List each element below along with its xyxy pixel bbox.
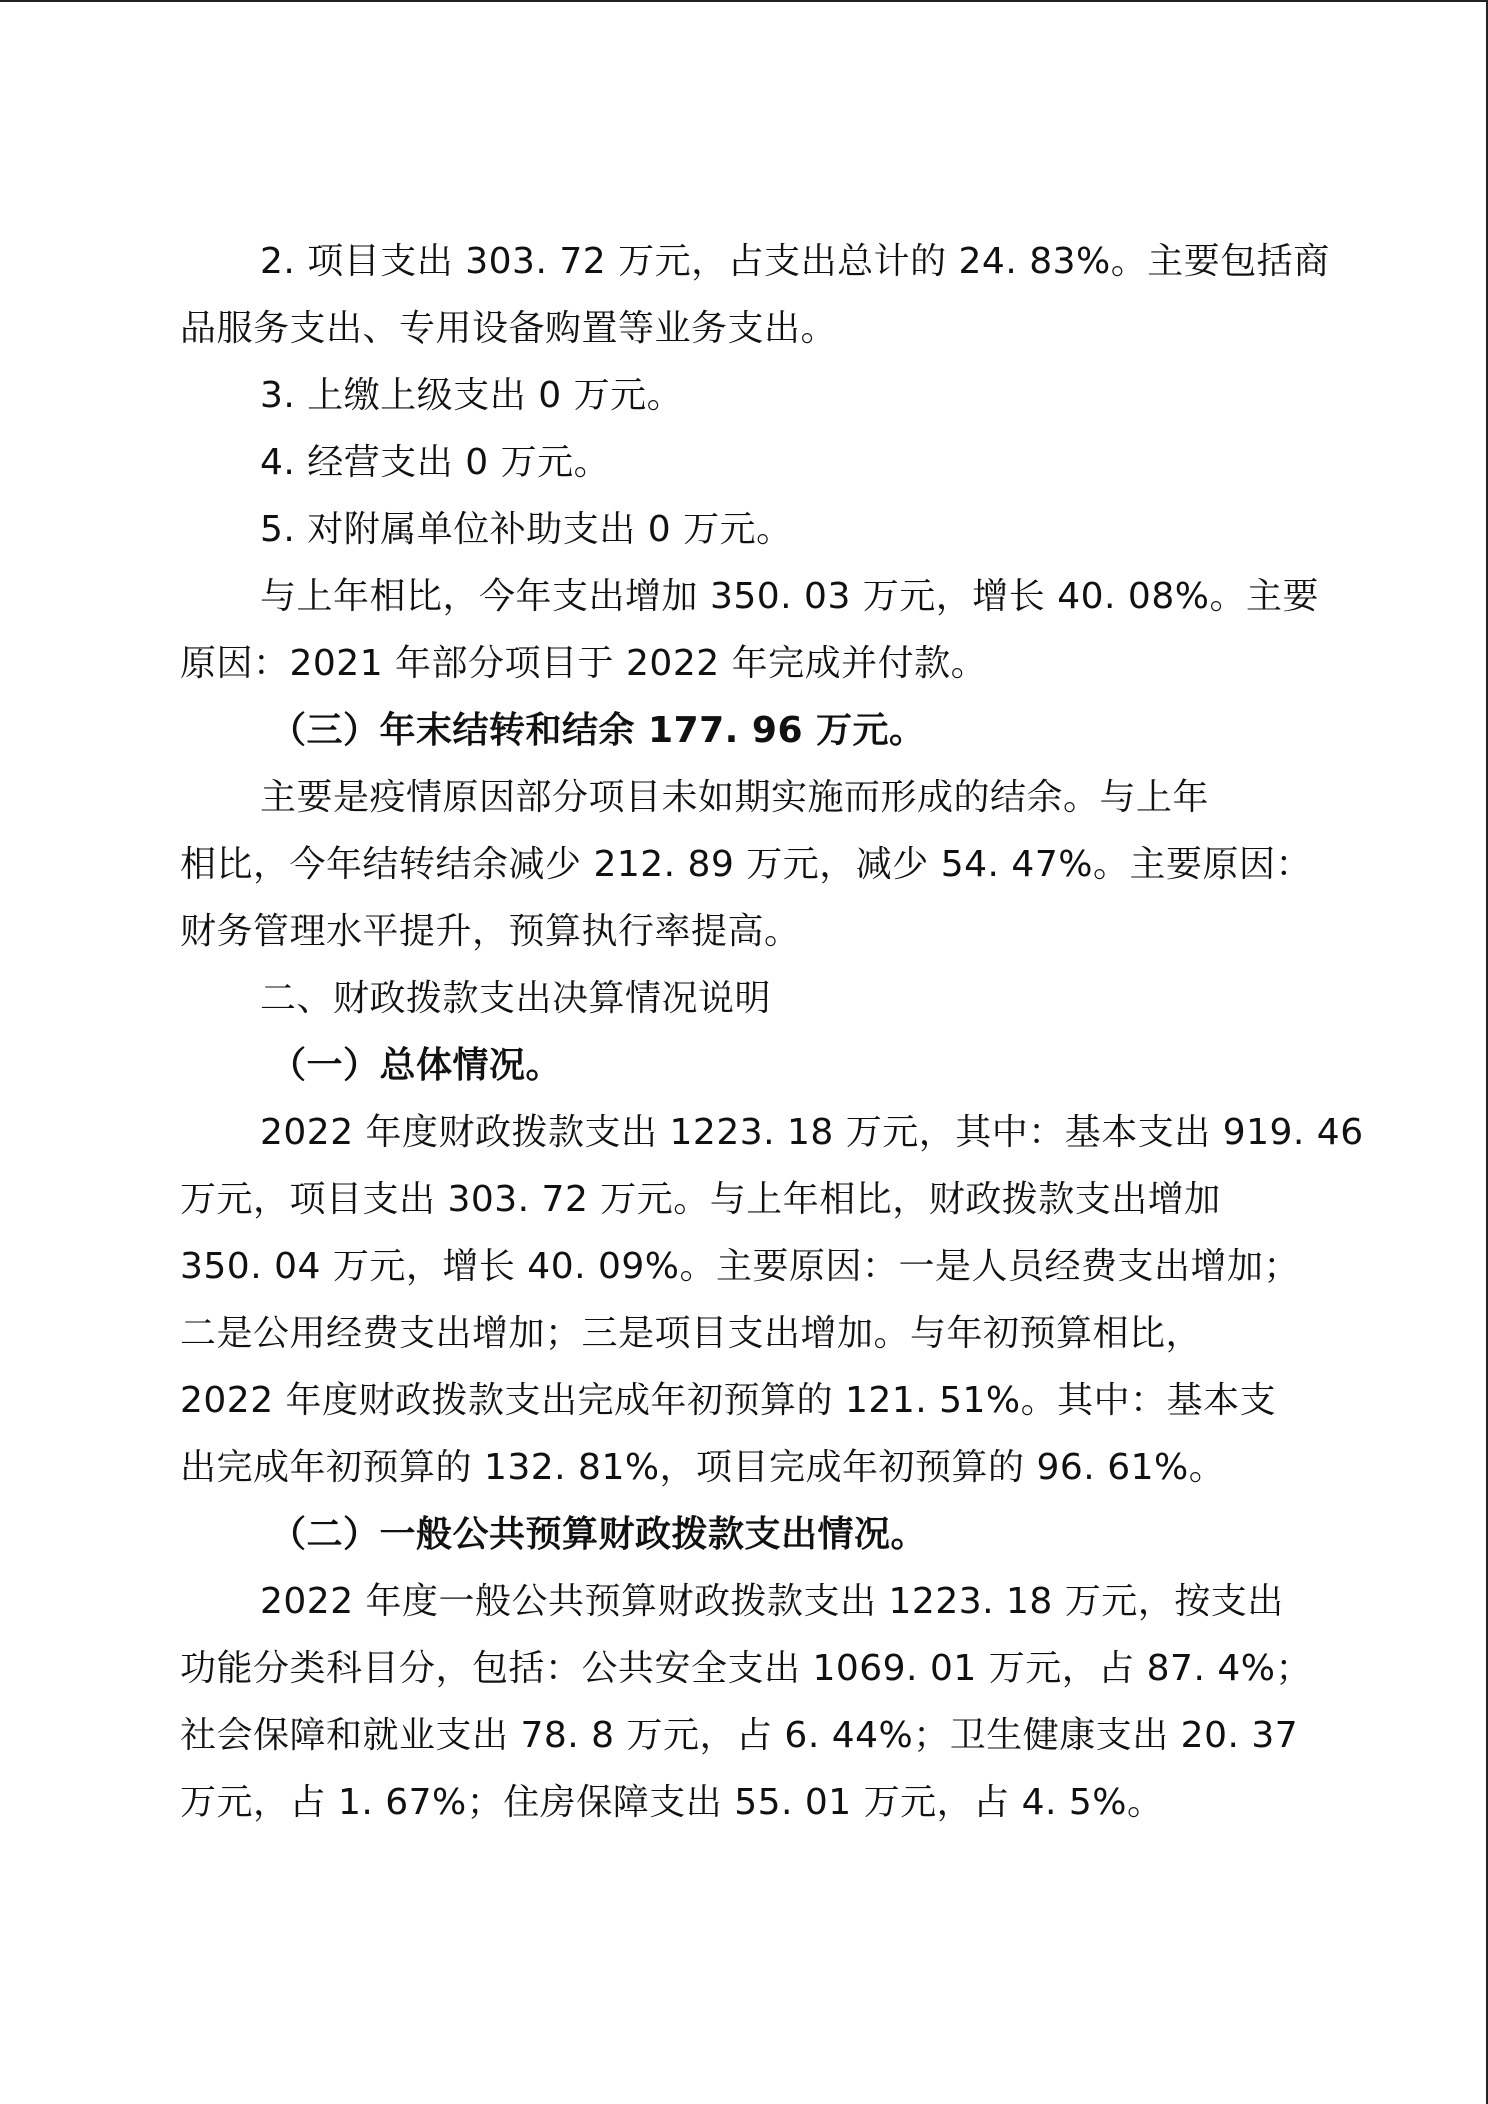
section-title: 二、财政拨款支出决算情况说明 — [260, 978, 772, 1019]
section-heading: （一）总体情况。 — [270, 1045, 563, 1086]
page-top-border — [0, 0, 1488, 2]
paragraph-line: 2. 项目支出 303. 72 万元，占支出总计的 24. 83%。主要包括商 — [260, 241, 1330, 282]
paragraph-line: 二是公用经费支出增加；三是项目支出增加。与年初预算相比， — [180, 1313, 1203, 1354]
section-heading: （二）一般公共预算财政拨款支出情况。 — [270, 1514, 928, 1555]
paragraph-line: 品服务支出、专用设备购置等业务支出。 — [180, 308, 838, 349]
paragraph-line: 社会保障和就业支出 78. 8 万元，占 6. 44%；卫生健康支出 20. 37 — [180, 1715, 1299, 1756]
paragraph-line: 主要是疫情原因部分项目未如期实施而形成的结余。与上年 — [260, 777, 1210, 818]
paragraph-line: 4. 经营支出 0 万元。 — [260, 442, 611, 483]
paragraph-line: 原因：2021 年部分项目于 2022 年完成并付款。 — [180, 643, 988, 684]
paragraph-line: 财务管理水平提升，预算执行率提高。 — [180, 911, 801, 952]
document-body — [180, 228, 1364, 1836]
paragraph-line: 万元，占 1. 67%；住房保障支出 55. 01 万元，占 4. 5%。 — [180, 1782, 1164, 1823]
paragraph-line: 出完成年初预算的 132. 81%，项目完成年初预算的 96. 61%。 — [180, 1447, 1226, 1488]
paragraph-line: 3. 上缴上级支出 0 万元。 — [260, 375, 684, 416]
paragraph-line: 2022 年度财政拨款支出完成年初预算的 121. 51%。其中：基本支 — [180, 1380, 1277, 1421]
paragraph-line: 5. 对附属单位补助支出 0 万元。 — [260, 509, 793, 550]
paragraph-line: 相比，今年结转结余减少 212. 89 万元，减少 54. 47%。主要原因： — [180, 844, 1312, 885]
paragraph-line: 与上年相比，今年支出增加 350. 03 万元，增长 40. 08%。主要 — [260, 576, 1319, 617]
section-heading: （三）年末结转和结余 177. 96 万元。 — [270, 710, 926, 751]
paragraph-line: 功能分类科目分，包括：公共安全支出 1069. 01 万元，占 87. 4%； — [180, 1648, 1312, 1689]
paragraph-line: 2022 年度财政拨款支出 1223. 18 万元，其中：基本支出 919. 46 — [260, 1112, 1364, 1153]
paragraph-line: 万元，项目支出 303. 72 万元。与上年相比，财政拨款支出增加 — [180, 1179, 1221, 1220]
paragraph-line: 2022 年度一般公共预算财政拨款支出 1223. 18 万元，按支出 — [260, 1581, 1284, 1622]
paragraph-line: 350. 04 万元，增长 40. 09%。主要原因：一是人员经费支出增加； — [180, 1246, 1301, 1287]
